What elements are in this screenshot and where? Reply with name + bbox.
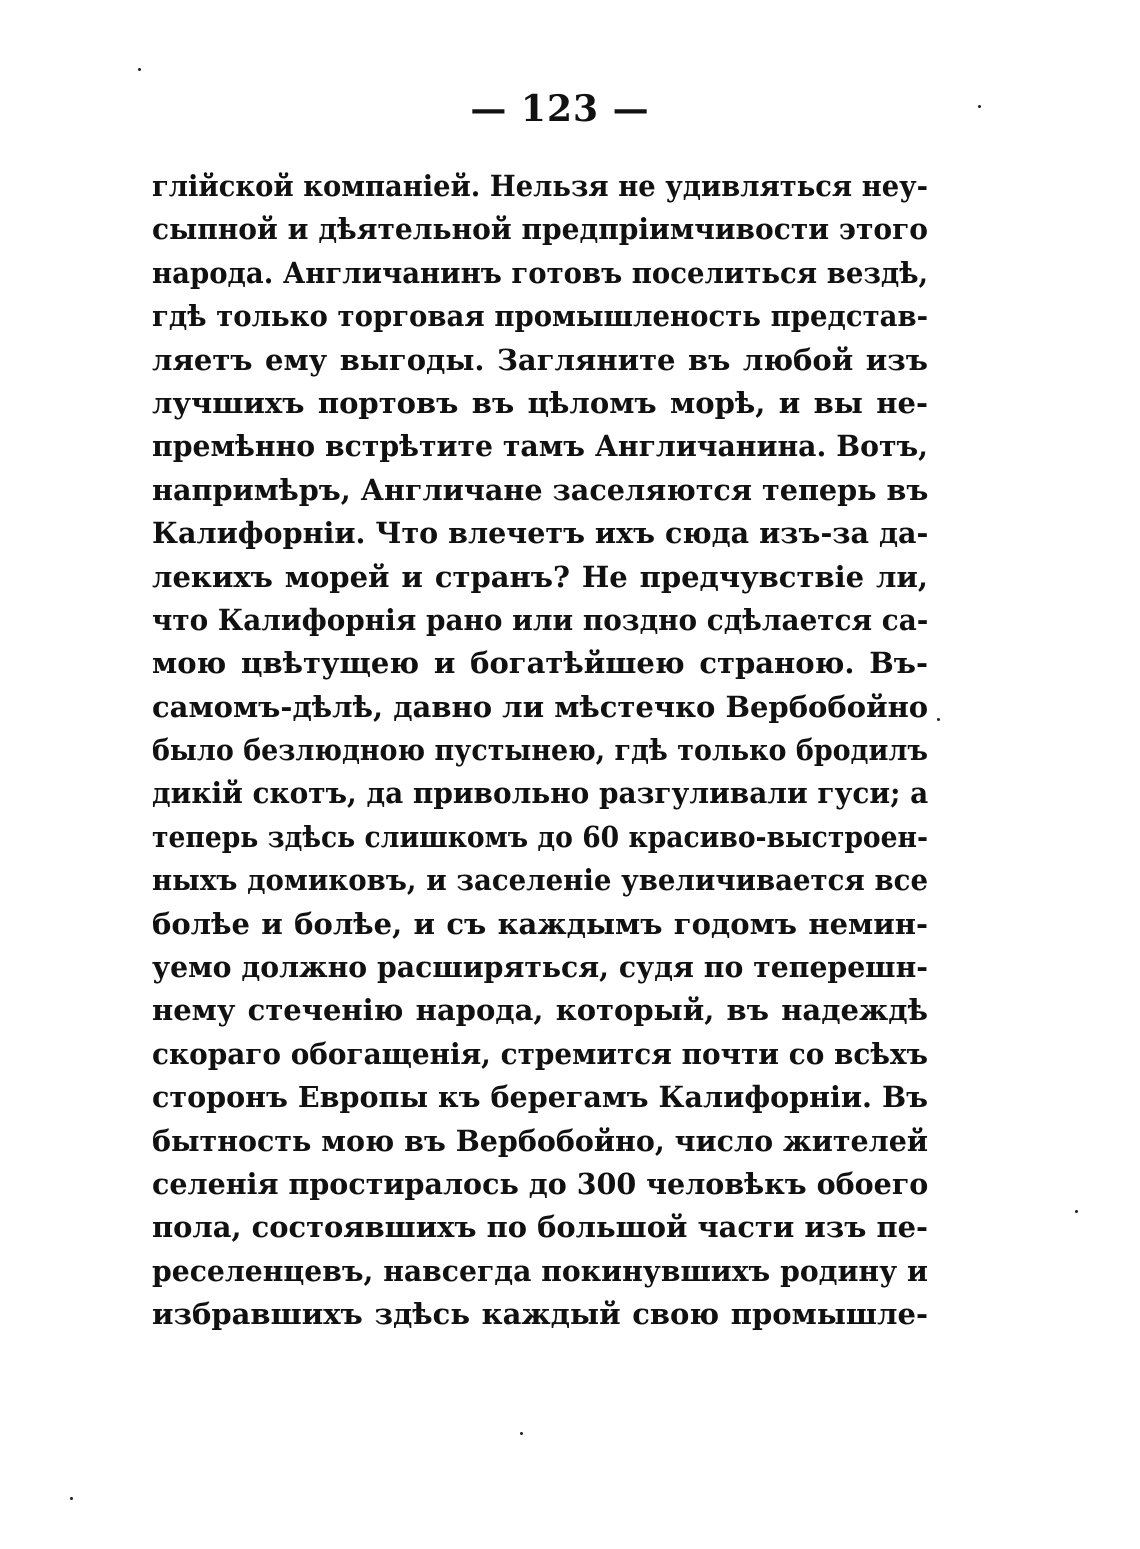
text-line: напримѣръ, Англичане заселяются теперь въ [152, 472, 929, 507]
scan-speck [138, 68, 141, 71]
text-line: что Калифорнія рано или поздно сдѣлается са- [152, 602, 929, 637]
text-line: премѣнно встрѣтите тамъ Англичанина. Вотъ, [152, 429, 928, 464]
text-line: народа. Англичанинъ готовъ поселиться вездѣ, [152, 255, 929, 290]
text-line: лекихъ морей и странъ? Не предчувствіе ли, [152, 559, 928, 594]
text-line: ныхъ домиковъ, и заселеніе увеличивается все [152, 863, 928, 898]
scan-speck [978, 105, 981, 108]
text-line: селенія простиралось до 300 человѣкъ обоего [152, 1166, 929, 1201]
scan-speck [520, 1432, 523, 1435]
text-line: болѣе и болѣе, и съ каждымъ годомъ немин- [152, 906, 928, 941]
text-line: реселенцевъ, навсегда покинувшихъ родину и [152, 1253, 928, 1288]
text-line: скораго обогащенія, стремится почти со всѣхъ [152, 1036, 928, 1071]
scan-speck [937, 718, 940, 721]
text-line: бытность мою въ Вербобойно, число жителей [152, 1123, 928, 1158]
scan-speck [70, 1497, 73, 1500]
text-line: гдѣ только торговая промышленость представ- [152, 299, 928, 334]
text-line: уемо должно расширяться, судя по теперешн- [152, 950, 928, 985]
scan-speck [1075, 1210, 1078, 1213]
text-line: глійской компаніей. Нельзя не удивляться неу- [152, 169, 928, 203]
text-line: сыпной и дѣятельной предпріимчивости этого [152, 212, 928, 247]
text-line: мою цвѣтущею и богатѣйшею страною. Въ- [152, 646, 928, 681]
page-number: — 123 — [470, 88, 650, 130]
text-line: Калифорніи. Что влечетъ ихъ сюда изъ-за да- [152, 516, 929, 551]
body-text [152, 165, 928, 1337]
text-line: сторонъ Европы къ берегамъ Калифорніи. Въ [152, 1080, 928, 1115]
text-line: было безлюдною пустынею, гдѣ только бродилъ [152, 733, 928, 768]
text-line: теперь здѣсь слишкомъ до 60 красиво-выстроен- [152, 819, 928, 854]
text-line: ляетъ ему выгоды. Загляните въ любой изъ [152, 342, 928, 377]
text-line: нему стеченію народа, который, въ надеждѣ [152, 993, 928, 1028]
text-line: избравшихъ здѣсь каждый свою промышле- [152, 1297, 928, 1332]
text-line: пола, состоявшихъ по большой части изъ пе- [152, 1210, 928, 1245]
text-line: дикій скотъ, да привольно разгуливали гуси; а [152, 776, 929, 811]
text-line: лучшихъ портовъ въ цѣломъ морѣ, и вы не- [152, 385, 928, 420]
text-line: самомъ-дѣлѣ, давно ли мѣстечко Вербобойно [152, 689, 929, 724]
